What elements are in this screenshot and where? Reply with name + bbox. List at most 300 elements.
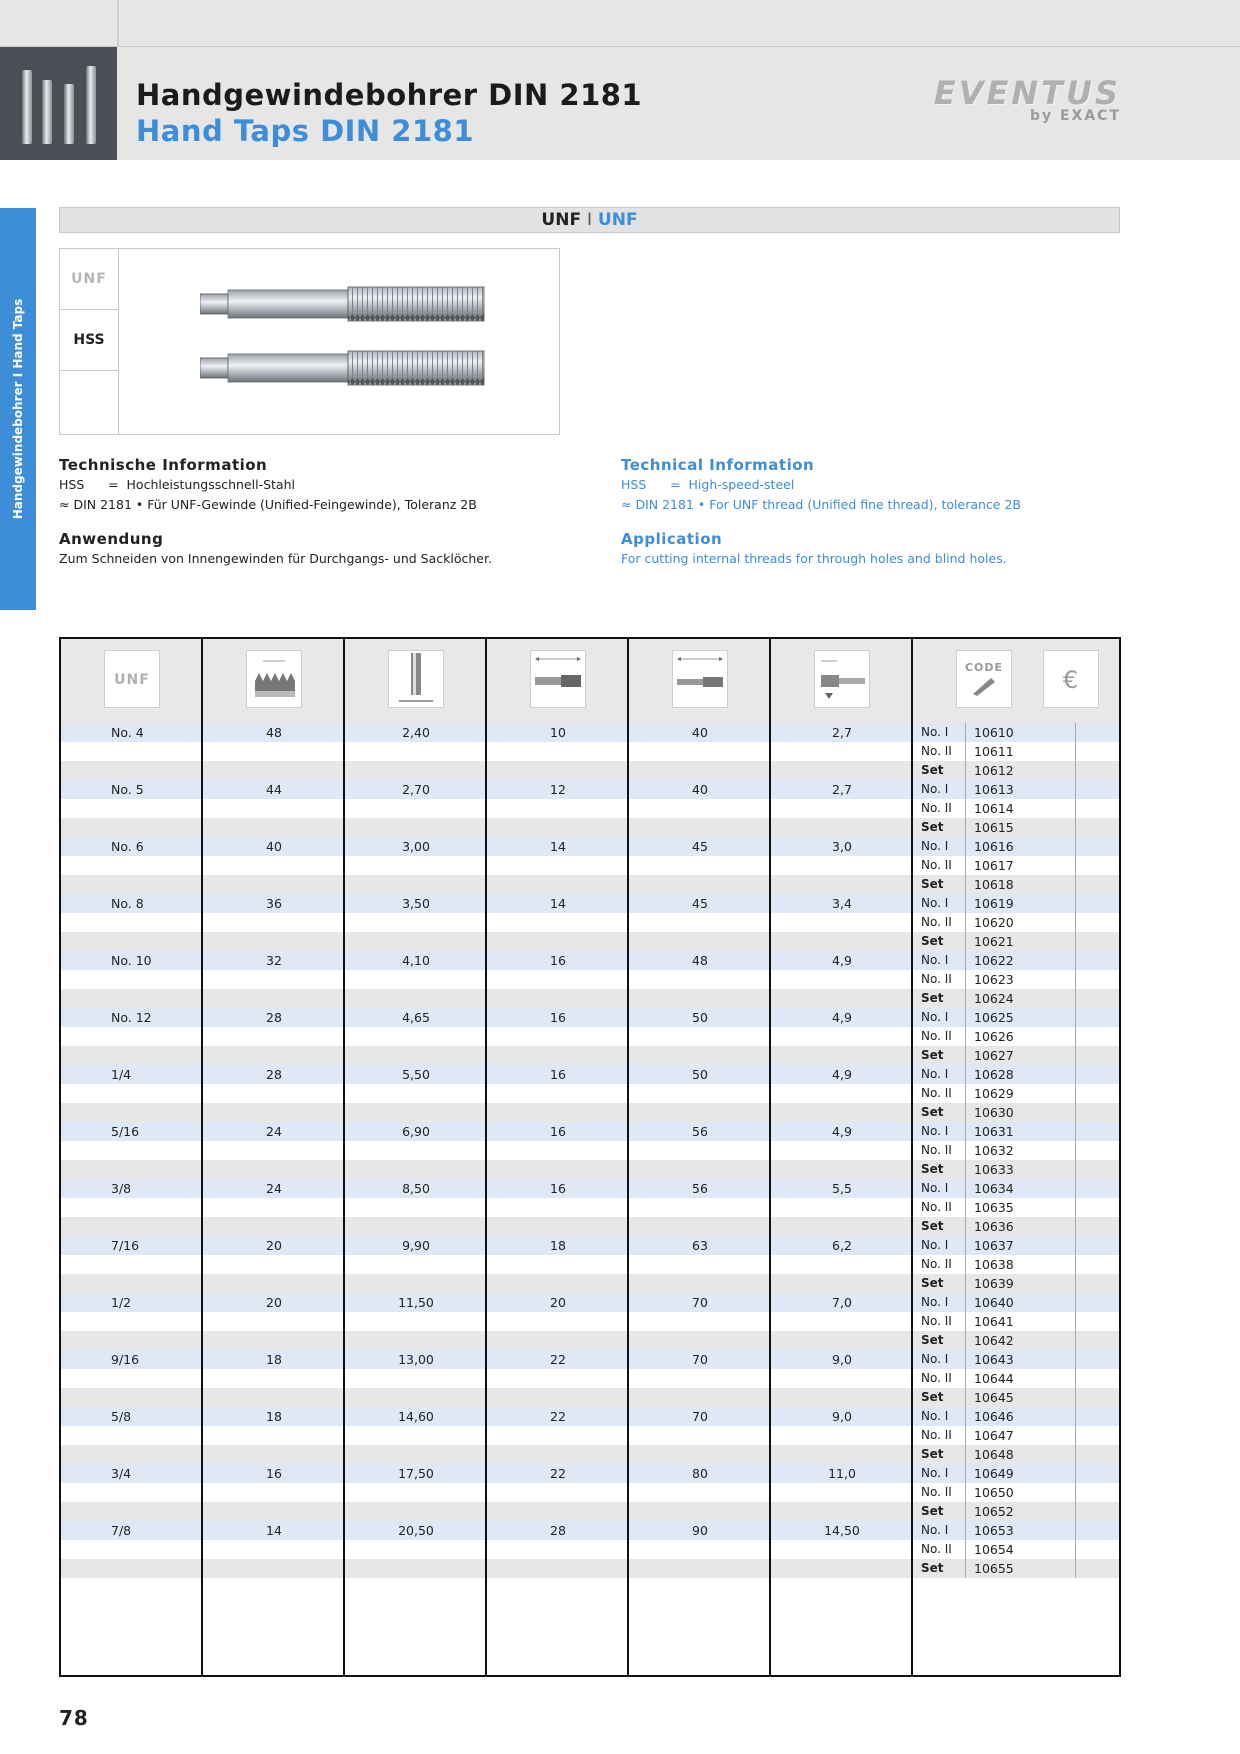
- cell-l1: 56: [692, 1181, 708, 1196]
- product-image-box: [59, 248, 560, 435]
- cell-tpi: 14: [266, 1523, 282, 1538]
- cell-price: [1075, 1179, 1120, 1198]
- cell-price: [1075, 932, 1120, 951]
- technical-info-line2-de: ≈ DIN 2181 • Für UNF-Gewinde (Unified-Feingewinde), Toleranz 2B: [59, 497, 477, 512]
- table-row: [61, 1502, 1119, 1521]
- cell-price: [1075, 761, 1120, 780]
- cell-variant: No. II: [921, 1200, 952, 1214]
- cell-l2: 28: [550, 1523, 566, 1538]
- cell-variant: No. II: [921, 972, 952, 986]
- cell-variant: No. I: [921, 1352, 949, 1366]
- cell-drill: 6,90: [402, 1124, 430, 1139]
- cell-variant: No. II: [921, 1143, 952, 1157]
- cell-drill: 3,50: [402, 896, 430, 911]
- cell-d: 9,0: [832, 1352, 852, 1367]
- cell-variant: Set: [921, 1504, 944, 1518]
- cell-price: [1075, 1293, 1120, 1312]
- cell-variant: Set: [921, 1333, 944, 1347]
- cell-d: 4,9: [832, 1124, 852, 1139]
- cell-variant: No. II: [921, 1428, 952, 1442]
- cell-size: 3/4: [111, 1466, 132, 1481]
- cell-tpi: 48: [266, 725, 282, 740]
- cell-l1: 45: [692, 896, 708, 911]
- technical-info-line2-en: ≈ DIN 2181 • For UNF thread (Unified fine thread), tolerance 2B: [621, 497, 1021, 512]
- table-row: [61, 1331, 1119, 1350]
- table-row: [61, 837, 1119, 856]
- header-tpi: [203, 639, 345, 723]
- table-row: [61, 1160, 1119, 1179]
- cell-d: 9,0: [832, 1409, 852, 1424]
- section-heading-separator: I: [586, 210, 592, 230]
- cell-variant: Set: [921, 877, 944, 891]
- cell-variant: Set: [921, 934, 944, 948]
- cell-d: 2,7: [832, 725, 852, 740]
- cell-variant: No. II: [921, 1257, 952, 1271]
- cell-article-code: 10632: [965, 1141, 1075, 1160]
- cell-drill: 9,90: [402, 1238, 430, 1253]
- cell-price: [1075, 1255, 1120, 1274]
- cell-variant: Set: [921, 1048, 944, 1062]
- brand-logo: [925, 74, 1125, 130]
- cell-l2: 14: [550, 896, 566, 911]
- cell-variant: No. I: [921, 953, 949, 967]
- tap-no-2: [200, 351, 484, 385]
- cell-price: [1075, 1521, 1120, 1540]
- cell-variant: Set: [921, 1276, 944, 1290]
- cell-drill: 20,50: [398, 1523, 434, 1538]
- cell-variant: No. II: [921, 1086, 952, 1100]
- table-body: [61, 723, 1119, 1578]
- application-text-de: Zum Schneiden von Innengewinden für Durchgangs- und Sacklöcher.: [59, 551, 492, 566]
- cell-variant: No. I: [921, 1295, 949, 1309]
- cell-d: 5,5: [832, 1181, 852, 1196]
- cell-d: 7,0: [832, 1295, 852, 1310]
- table-row: [61, 1388, 1119, 1407]
- page-title-en: Hand Taps DIN 2181: [136, 114, 475, 148]
- cell-article-code: 10640: [965, 1293, 1075, 1312]
- table-row: [61, 1122, 1119, 1141]
- table-row: [61, 723, 1119, 742]
- cell-price: [1075, 1540, 1120, 1559]
- header-thumb-divider: [117, 0, 119, 46]
- table-row: [61, 1559, 1119, 1578]
- cell-variant: No. II: [921, 1029, 952, 1043]
- cell-l2: 16: [550, 1067, 566, 1082]
- cell-size: 7/8: [111, 1523, 132, 1538]
- page-title-de: Handgewindebohrer DIN 2181: [136, 78, 643, 112]
- cell-size: 5/8: [111, 1409, 132, 1424]
- cell-l1: 70: [692, 1409, 708, 1424]
- cell-price: [1075, 799, 1120, 818]
- cell-price: [1075, 1103, 1120, 1122]
- cell-price: [1075, 742, 1120, 761]
- cell-price: [1075, 913, 1120, 932]
- cell-article-code: 10627: [965, 1046, 1075, 1065]
- cell-article-code: 10654: [965, 1540, 1075, 1559]
- cell-size: No. 4: [111, 725, 144, 740]
- header-core-drill: [345, 639, 487, 723]
- table-row: [61, 1217, 1119, 1236]
- cell-variant: No. II: [921, 915, 952, 929]
- cell-d: 3,0: [832, 839, 852, 854]
- cell-variant: Set: [921, 820, 944, 834]
- cell-article-code: 10647: [965, 1426, 1075, 1445]
- cell-article-code: 10633: [965, 1160, 1075, 1179]
- cell-l1: 48: [692, 953, 708, 968]
- table-row: [61, 1445, 1119, 1464]
- cell-article-code: 10628: [965, 1065, 1075, 1084]
- cell-article-code: 10655: [965, 1559, 1075, 1578]
- table-row: [61, 1407, 1119, 1426]
- cell-article-code: 10649: [965, 1464, 1075, 1483]
- table-row: [61, 780, 1119, 799]
- thread-pitch-icon: [246, 650, 302, 708]
- cell-variant: No. I: [921, 1181, 949, 1195]
- cell-l1: 50: [692, 1010, 708, 1025]
- table-row: [61, 799, 1119, 818]
- cell-drill: 4,10: [402, 953, 430, 968]
- cell-variant: No. II: [921, 1371, 952, 1385]
- table-row: [61, 1312, 1119, 1331]
- cell-article-code: 10623: [965, 970, 1075, 989]
- cell-l2: 14: [550, 839, 566, 854]
- cell-d: 2,7: [832, 782, 852, 797]
- cell-article-code: 10637: [965, 1236, 1075, 1255]
- column-divider: [201, 639, 203, 1675]
- cell-l2: 16: [550, 1181, 566, 1196]
- cell-tpi: 28: [266, 1010, 282, 1025]
- technical-info-de: [59, 455, 579, 569]
- cell-price: [1075, 1559, 1120, 1578]
- material-label: HSS: [60, 310, 118, 371]
- table-row: [61, 742, 1119, 761]
- cell-price: [1075, 1464, 1120, 1483]
- cell-price: [1075, 1198, 1120, 1217]
- table-row: [61, 970, 1119, 989]
- cell-l1: 56: [692, 1124, 708, 1139]
- table-row: [61, 1198, 1119, 1217]
- cell-variant: Set: [921, 763, 944, 777]
- cell-article-code: 10616: [965, 837, 1075, 856]
- cell-d: 14,50: [824, 1523, 860, 1538]
- table-row: [61, 1426, 1119, 1445]
- cell-price: [1075, 1122, 1120, 1141]
- column-divider: [485, 639, 487, 1675]
- chapter-side-tab: [0, 208, 36, 610]
- cell-d: 11,0: [828, 1466, 856, 1481]
- cell-l1: 50: [692, 1067, 708, 1082]
- table-row: [61, 1521, 1119, 1540]
- header-price: [913, 639, 1119, 723]
- cell-size: No. 12: [111, 1010, 152, 1025]
- cell-d: 4,9: [832, 1067, 852, 1082]
- cell-size: 1/4: [111, 1067, 132, 1082]
- table-row: [61, 875, 1119, 894]
- cell-article-code: 10652: [965, 1502, 1075, 1521]
- total-length-icon: [672, 650, 728, 708]
- application-heading-de: Anwendung: [59, 530, 164, 548]
- cell-tpi: 24: [266, 1124, 282, 1139]
- table-row: [61, 1350, 1119, 1369]
- cell-article-code: 10617: [965, 856, 1075, 875]
- cell-price: [1075, 1369, 1120, 1388]
- cell-price: [1075, 1027, 1120, 1046]
- logo-main-text: EVENTUS: [933, 74, 1121, 112]
- table-row: [61, 1027, 1119, 1046]
- cell-drill: 4,65: [402, 1010, 430, 1025]
- table-row: [61, 1141, 1119, 1160]
- cell-l1: 40: [692, 725, 708, 740]
- cell-size: 3/8: [111, 1181, 132, 1196]
- cell-article-code: 10612: [965, 761, 1075, 780]
- cell-article-code: 10630: [965, 1103, 1075, 1122]
- cell-price: [1075, 818, 1120, 837]
- cell-size: 7/16: [111, 1238, 140, 1253]
- technical-info-line1-de: HSS = Hochleistungsschnell-Stahl: [59, 477, 295, 492]
- tap-no-1: [200, 287, 484, 321]
- table-row: [61, 932, 1119, 951]
- side-tab-label: Handgewindebohrer I Hand Taps: [11, 298, 25, 520]
- cell-price: [1075, 1483, 1120, 1502]
- cell-drill: 2,40: [402, 725, 430, 740]
- cell-article-code: 10634: [965, 1179, 1075, 1198]
- cell-size: No. 5: [111, 782, 144, 797]
- cell-size: No. 8: [111, 896, 144, 911]
- cell-price: [1075, 1502, 1120, 1521]
- cell-variant: No. II: [921, 1485, 952, 1499]
- cell-tpi: 18: [266, 1409, 282, 1424]
- cell-price: [1075, 1350, 1120, 1369]
- cell-price: [1075, 1388, 1120, 1407]
- application-heading-en: Application: [621, 530, 723, 548]
- cell-l2: 18: [550, 1238, 566, 1253]
- cell-l2: 16: [550, 953, 566, 968]
- cell-variant: Set: [921, 991, 944, 1005]
- cell-variant: No. II: [921, 1314, 952, 1328]
- cell-l1: 40: [692, 782, 708, 797]
- table-row: [61, 1236, 1119, 1255]
- cell-article-code: 10619: [965, 894, 1075, 913]
- table-row: [61, 1046, 1119, 1065]
- cell-size: 5/16: [111, 1124, 140, 1139]
- table-row: [61, 1483, 1119, 1502]
- thread-length-icon: [530, 650, 586, 708]
- cell-d: 4,9: [832, 953, 852, 968]
- cell-article-code: 10615: [965, 818, 1075, 837]
- cell-l2: 16: [550, 1124, 566, 1139]
- cell-article-code: 10650: [965, 1483, 1075, 1502]
- cell-d: 6,2: [832, 1238, 852, 1253]
- cell-drill: 17,50: [398, 1466, 434, 1481]
- cell-l1: 63: [692, 1238, 708, 1253]
- technical-info-en: [621, 455, 1121, 569]
- cell-variant: Set: [921, 1390, 944, 1404]
- cell-tpi: 28: [266, 1067, 282, 1082]
- cell-article-code: 10645: [965, 1388, 1075, 1407]
- cell-l2: 22: [550, 1409, 566, 1424]
- section-heading-en: UNF: [597, 210, 638, 230]
- application-text-en: For cutting internal threads for through holes and blind holes.: [621, 551, 1007, 566]
- cell-article-code: 10626: [965, 1027, 1075, 1046]
- cell-variant: No. II: [921, 1542, 952, 1556]
- column-divider: [911, 639, 913, 1675]
- cell-article-code: 10642: [965, 1331, 1075, 1350]
- cell-price: [1075, 780, 1120, 799]
- column-divider: [769, 639, 771, 1675]
- cell-price: [1075, 951, 1120, 970]
- cell-price: [1075, 1274, 1120, 1293]
- cell-article-code: 10621: [965, 932, 1075, 951]
- cell-article-code: 10625: [965, 1008, 1075, 1027]
- cell-article-code: 10618: [965, 875, 1075, 894]
- cell-l2: 20: [550, 1295, 566, 1310]
- code-icon-text: CODE: [964, 661, 1004, 674]
- page-number: 78: [59, 1706, 89, 1730]
- page-header: [0, 0, 1240, 160]
- cell-price: [1075, 1084, 1120, 1103]
- cell-drill: 8,50: [402, 1181, 430, 1196]
- cell-size: 9/16: [111, 1352, 140, 1367]
- table-row: [61, 856, 1119, 875]
- cell-variant: No. II: [921, 744, 952, 758]
- cell-article-code: 10648: [965, 1445, 1075, 1464]
- cell-price: [1075, 1065, 1120, 1084]
- cell-article-code: 10613: [965, 780, 1075, 799]
- cell-tpi: 20: [266, 1238, 282, 1253]
- cell-variant: No. I: [921, 1067, 949, 1081]
- table-row: [61, 1369, 1119, 1388]
- cell-variant: No. I: [921, 1238, 949, 1252]
- cell-variant: No. I: [921, 725, 949, 739]
- cell-article-code: 10624: [965, 989, 1075, 1008]
- cell-tpi: 16: [266, 1466, 282, 1481]
- cell-article-code: 10629: [965, 1084, 1075, 1103]
- cell-size: No. 10: [111, 953, 152, 968]
- technical-info-heading-de: Technische Information: [59, 456, 268, 474]
- cell-article-code: 10611: [965, 742, 1075, 761]
- cell-article-code: 10643: [965, 1350, 1075, 1369]
- cell-price: [1075, 970, 1120, 989]
- column-divider: [627, 639, 629, 1675]
- table-row: [61, 1255, 1119, 1274]
- cell-tpi: 20: [266, 1295, 282, 1310]
- section-heading-de: UNF: [541, 210, 582, 230]
- cell-l2: 12: [550, 782, 566, 797]
- table-row: [61, 894, 1119, 913]
- cell-variant: No. I: [921, 896, 949, 910]
- hand-tap-illustration: [200, 284, 530, 404]
- cell-d: 4,9: [832, 1010, 852, 1025]
- table-row: [61, 989, 1119, 1008]
- cell-drill: 2,70: [402, 782, 430, 797]
- table-row: [61, 818, 1119, 837]
- cell-price: [1075, 1008, 1120, 1027]
- cell-tpi: 44: [266, 782, 282, 797]
- cell-tpi: 40: [266, 839, 282, 854]
- header-divider: [0, 46, 1240, 47]
- table-row: [61, 1084, 1119, 1103]
- table-row: [61, 1274, 1119, 1293]
- cell-price: [1075, 1236, 1120, 1255]
- euro-icon: €: [1043, 650, 1099, 708]
- table-row: [61, 1103, 1119, 1122]
- cell-variant: No. I: [921, 839, 949, 853]
- cell-article-code: 10644: [965, 1369, 1075, 1388]
- cell-article-code: 10646: [965, 1407, 1075, 1426]
- cell-price: [1075, 875, 1120, 894]
- table-row: [61, 951, 1119, 970]
- cell-tpi: 18: [266, 1352, 282, 1367]
- cell-drill: 13,00: [398, 1352, 434, 1367]
- cell-price: [1075, 1426, 1120, 1445]
- cell-price: [1075, 1407, 1120, 1426]
- cell-price: [1075, 1141, 1120, 1160]
- cell-tpi: 36: [266, 896, 282, 911]
- cell-size: No. 6: [111, 839, 144, 854]
- cell-variant: Set: [921, 1561, 944, 1575]
- cell-article-code: 10631: [965, 1122, 1075, 1141]
- table-row: [61, 1540, 1119, 1559]
- table-row: [61, 1293, 1119, 1312]
- cell-variant: No. II: [921, 801, 952, 815]
- cell-price: [1075, 1217, 1120, 1236]
- cell-price: [1075, 1160, 1120, 1179]
- cell-tpi: 32: [266, 953, 282, 968]
- table-row: [61, 761, 1119, 780]
- table-row: [61, 1065, 1119, 1084]
- cell-price: [1075, 1445, 1120, 1464]
- cell-drill: 5,50: [402, 1067, 430, 1082]
- cell-price: [1075, 894, 1120, 913]
- logo-sub-text: by EXACT: [1029, 108, 1121, 124]
- cell-price: [1075, 1331, 1120, 1350]
- shank-diameter-icon: [814, 650, 870, 708]
- cell-l1: 80: [692, 1466, 708, 1481]
- cell-drill: 3,00: [402, 839, 430, 854]
- thread-type-label: UNF: [60, 249, 118, 310]
- hand-taps-photo: [0, 47, 117, 160]
- cell-variant: No. I: [921, 782, 949, 796]
- cell-variant: No. I: [921, 1124, 949, 1138]
- cell-variant: No. I: [921, 1523, 949, 1537]
- table-row: [61, 1464, 1119, 1483]
- cell-article-code: 10620: [965, 913, 1075, 932]
- cell-variant: Set: [921, 1219, 944, 1233]
- cell-variant: Set: [921, 1447, 944, 1461]
- cell-l1: 70: [692, 1352, 708, 1367]
- cell-l1: 45: [692, 839, 708, 854]
- cell-d: 3,4: [832, 896, 852, 911]
- table-row: [61, 1179, 1119, 1198]
- cell-article-code: 10639: [965, 1274, 1075, 1293]
- header-shank-diameter: [771, 639, 913, 723]
- cell-price: [1075, 989, 1120, 1008]
- column-divider: [343, 639, 345, 1675]
- cell-price: [1075, 1312, 1120, 1331]
- cell-l2: 22: [550, 1466, 566, 1481]
- cell-price: [1075, 837, 1120, 856]
- cell-drill: 11,50: [398, 1295, 434, 1310]
- cell-drill: 14,60: [398, 1409, 434, 1424]
- cell-variant: Set: [921, 1162, 944, 1176]
- cell-price: [1075, 856, 1120, 875]
- cell-article-code: 10636: [965, 1217, 1075, 1236]
- unf-size-icon: UNF: [104, 650, 160, 708]
- cell-article-code: 10653: [965, 1521, 1075, 1540]
- header-size: [61, 639, 203, 723]
- table-header: [61, 639, 1119, 723]
- header-thread-length: [487, 639, 629, 723]
